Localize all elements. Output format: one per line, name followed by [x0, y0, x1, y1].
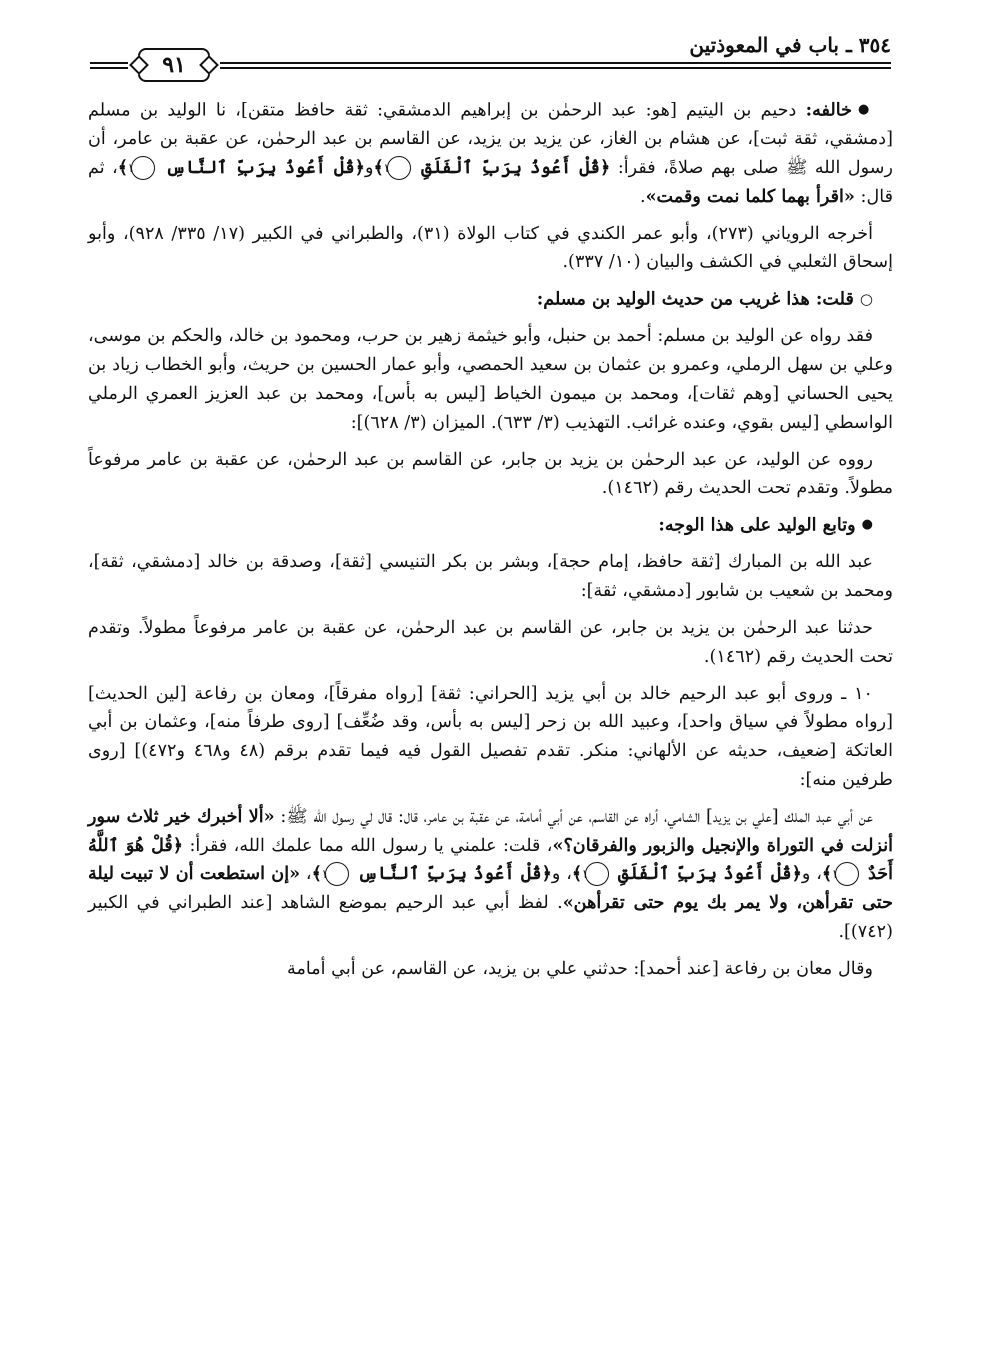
hadith-quote: «اقرأ بهما كلما نمت وقمت»: [645, 185, 855, 207]
conjunction: و: [364, 158, 374, 178]
paragraph-text: .: [639, 186, 646, 207]
open-bullet-icon: ○: [859, 290, 873, 309]
separator: ، و: [551, 864, 572, 885]
quran-verse: ﴿قُلْ أَعُوذُ بِرَبِّ ٱلنَّاسِ: [165, 157, 365, 178]
paragraph-label: خالفه:: [805, 99, 853, 121]
paragraph-text: دحيم بن اليتيم [هو: عبد الرحمٰن بن إبراهيم الدمشقي: ثقة حافظ متقن]، نا الوليد بن مسلم [دمشقي، ثقة ثبت]، عن هشام بن الغاز، عن يزيد بن يزيد، عن القاسم بن عبد الرحمٰن، عن عقبة بن عامر، أن رسول الله ﷺ صلى بهم صلاةً، فقرأ:: [88, 100, 893, 178]
paragraph: وقال معان بن رفاعة [عند أحمد]: حدثني علي بن يزيد، عن القاسم، عن أبي أمامة: [287, 958, 873, 979]
paragraph-text: . لفظ أبي عبد الرحيم بموضع الشاهد [عند الطبراني في الكبير (٧٤٢)].: [88, 893, 893, 942]
filled-bullet-icon: ●: [858, 102, 873, 117]
separator: ، و: [801, 864, 822, 885]
separator: ،: [300, 864, 312, 885]
page-body: [88, 96, 893, 992]
paragraph-text: عن أبي عبد الملك [علي بن يزيد] الشامي، أراه عن القاسم، عن أبي أمامة، عن عقبة بن عامر، قال: قال لي رسول الله ﷺ:: [280, 806, 873, 827]
quran-verse: ﴿قُلْ أَعُوذُ بِرَبِّ ٱلْفَلَقِ: [617, 863, 802, 885]
quran-verse: ﴿قُلْ أَعُوذُ بِرَبِّ ٱلنَّاسِ: [357, 863, 552, 885]
quran-verse: ﴿قُلْ هُوَ ٱللَّهُ أَحَدٌ: [88, 834, 893, 885]
quran-bracket: ﴾: [571, 863, 583, 885]
page-number-badge: [128, 44, 220, 86]
paragraph: ١٠ ـ وروى أبو عبد الرحيم خالد بن أبي يزيد [الحراني: ثقة] [رواه مفرقاً]، ومعان بن رفاعة [لين الحديث] [رواه مطولاً في سياق واحد]، وعبيد الله بن زحر [ليس به بأس، وقد ضُعِّف] [روى طرفاً منه]، وعثمان بن أبي العاتكة [ضعيف، حديثه عن الألهاني: منكر. تقدم تفصيل القول فيه فيما تقدم برقم (٤٨ و٤٦٨ و٤٧٢)] [روى طرفين منه]:: [88, 683, 894, 790]
filled-bullet-icon: ●: [861, 517, 873, 533]
ayah-number: ١: [835, 862, 859, 886]
ayah-number: ١: [131, 156, 155, 180]
quran-bracket: ﴾: [117, 157, 129, 178]
paragraph: عبد الله بن المبارك [ثقة حافظ، إمام حجة]، وبشر بن بكر التنيسي [ثقة]، وصدقة بن خالد [دمشقي، ثقة]، ومحمد بن شعيب بن شابور [دمشقي، ثقة]:: [88, 552, 893, 602]
paragraph: [88, 803, 893, 947]
paragraph: [88, 511, 893, 540]
quran-bracket: ﴾: [311, 863, 322, 885]
paragraph-text: قلت: هذا غريب من حديث الوليد بن مسلم:: [536, 288, 854, 310]
paragraph-text: ، قلت: علمني يا رسول الله مما علمك الله، فقرأ:: [189, 835, 553, 856]
paragraph: [88, 96, 893, 212]
paragraph: فقد رواه عن الوليد بن مسلم: أحمد بن حنبل، وأبو خيثمة زهير بن حرب، ومحمود بن خالد، والحكم بن موسى، وعلي بن سهل الرملي، وعمرو بن عثمان بن سعيد الحمصي، وأبو عمار الحسين بن حريث، وأبو الخطاب زياد بن يحيى الحساني [وهم ثقات]، ومحمد بن ميمون الخياط [ليس به بأس]، ومحمد بن عبد العزيز العمري الرملي الواسطي [ليس بقوي، وعنده غرائب. التهذيب (٣/ ٦٣٣). الميزان (٣/ ٦٢٨)]:: [88, 326, 893, 433]
quran-verse: ﴿قُلْ أَعُوذُ بِرَبِّ ٱلْفَلَقِ: [421, 157, 611, 178]
hadith-quote: «ألا أخبرك خير ثلاث سور أنزلت في التوراة والإنجيل والزبور والفرقان؟»: [88, 805, 893, 856]
paragraph: رووه عن الوليد، عن عبد الرحمٰن بن يزيد بن جابر، عن القاسم بن عبد الرحمٰن، عن عقبة بن عامر مرفوعاً مطولاً. وتقدم تحت الحديث رقم (١٤٦٢).: [88, 449, 893, 499]
ayah-number: ١: [585, 862, 609, 886]
page-header: [90, 30, 891, 76]
running-title: ٣٥٤ ـ باب في المعوذتين: [689, 33, 891, 57]
ayah-number: ١: [387, 156, 411, 180]
ayah-number: ١: [325, 862, 349, 886]
page-number: ٩١: [162, 52, 186, 78]
paragraph: أخرجه الروياني (٢٧٣)، وأبو عمر الكندي في كتاب الولاة (٣١)، والطبراني في الكبير (١٧/ ٣٣٥/ ٩٢٨)، وأبو إسحاق الثعلبي في الكشف والبيان (١٠/ ٣٣٧).: [88, 223, 893, 273]
paragraph-text: وتابع الوليد على هذا الوجه:: [658, 514, 856, 536]
hadith-quote: «إن استطعت أن لا تبيت ليلة حتى تقرأهن، ولا يمر بك يوم حتى تقرأهن»: [88, 863, 893, 914]
paragraph: [88, 285, 893, 314]
quran-bracket: ﴾: [373, 157, 384, 178]
paragraph: حدثنا عبد الرحمٰن بن يزيد بن جابر، عن القاسم بن عبد الرحمٰن، عن عقبة بن عامر مرفوعاً مطولاً. وتقدم تحت الحديث رقم (١٤٦٢).: [88, 617, 893, 667]
quran-bracket: ﴾: [821, 863, 833, 885]
paragraph-text: ، ثم قال:: [88, 158, 893, 207]
